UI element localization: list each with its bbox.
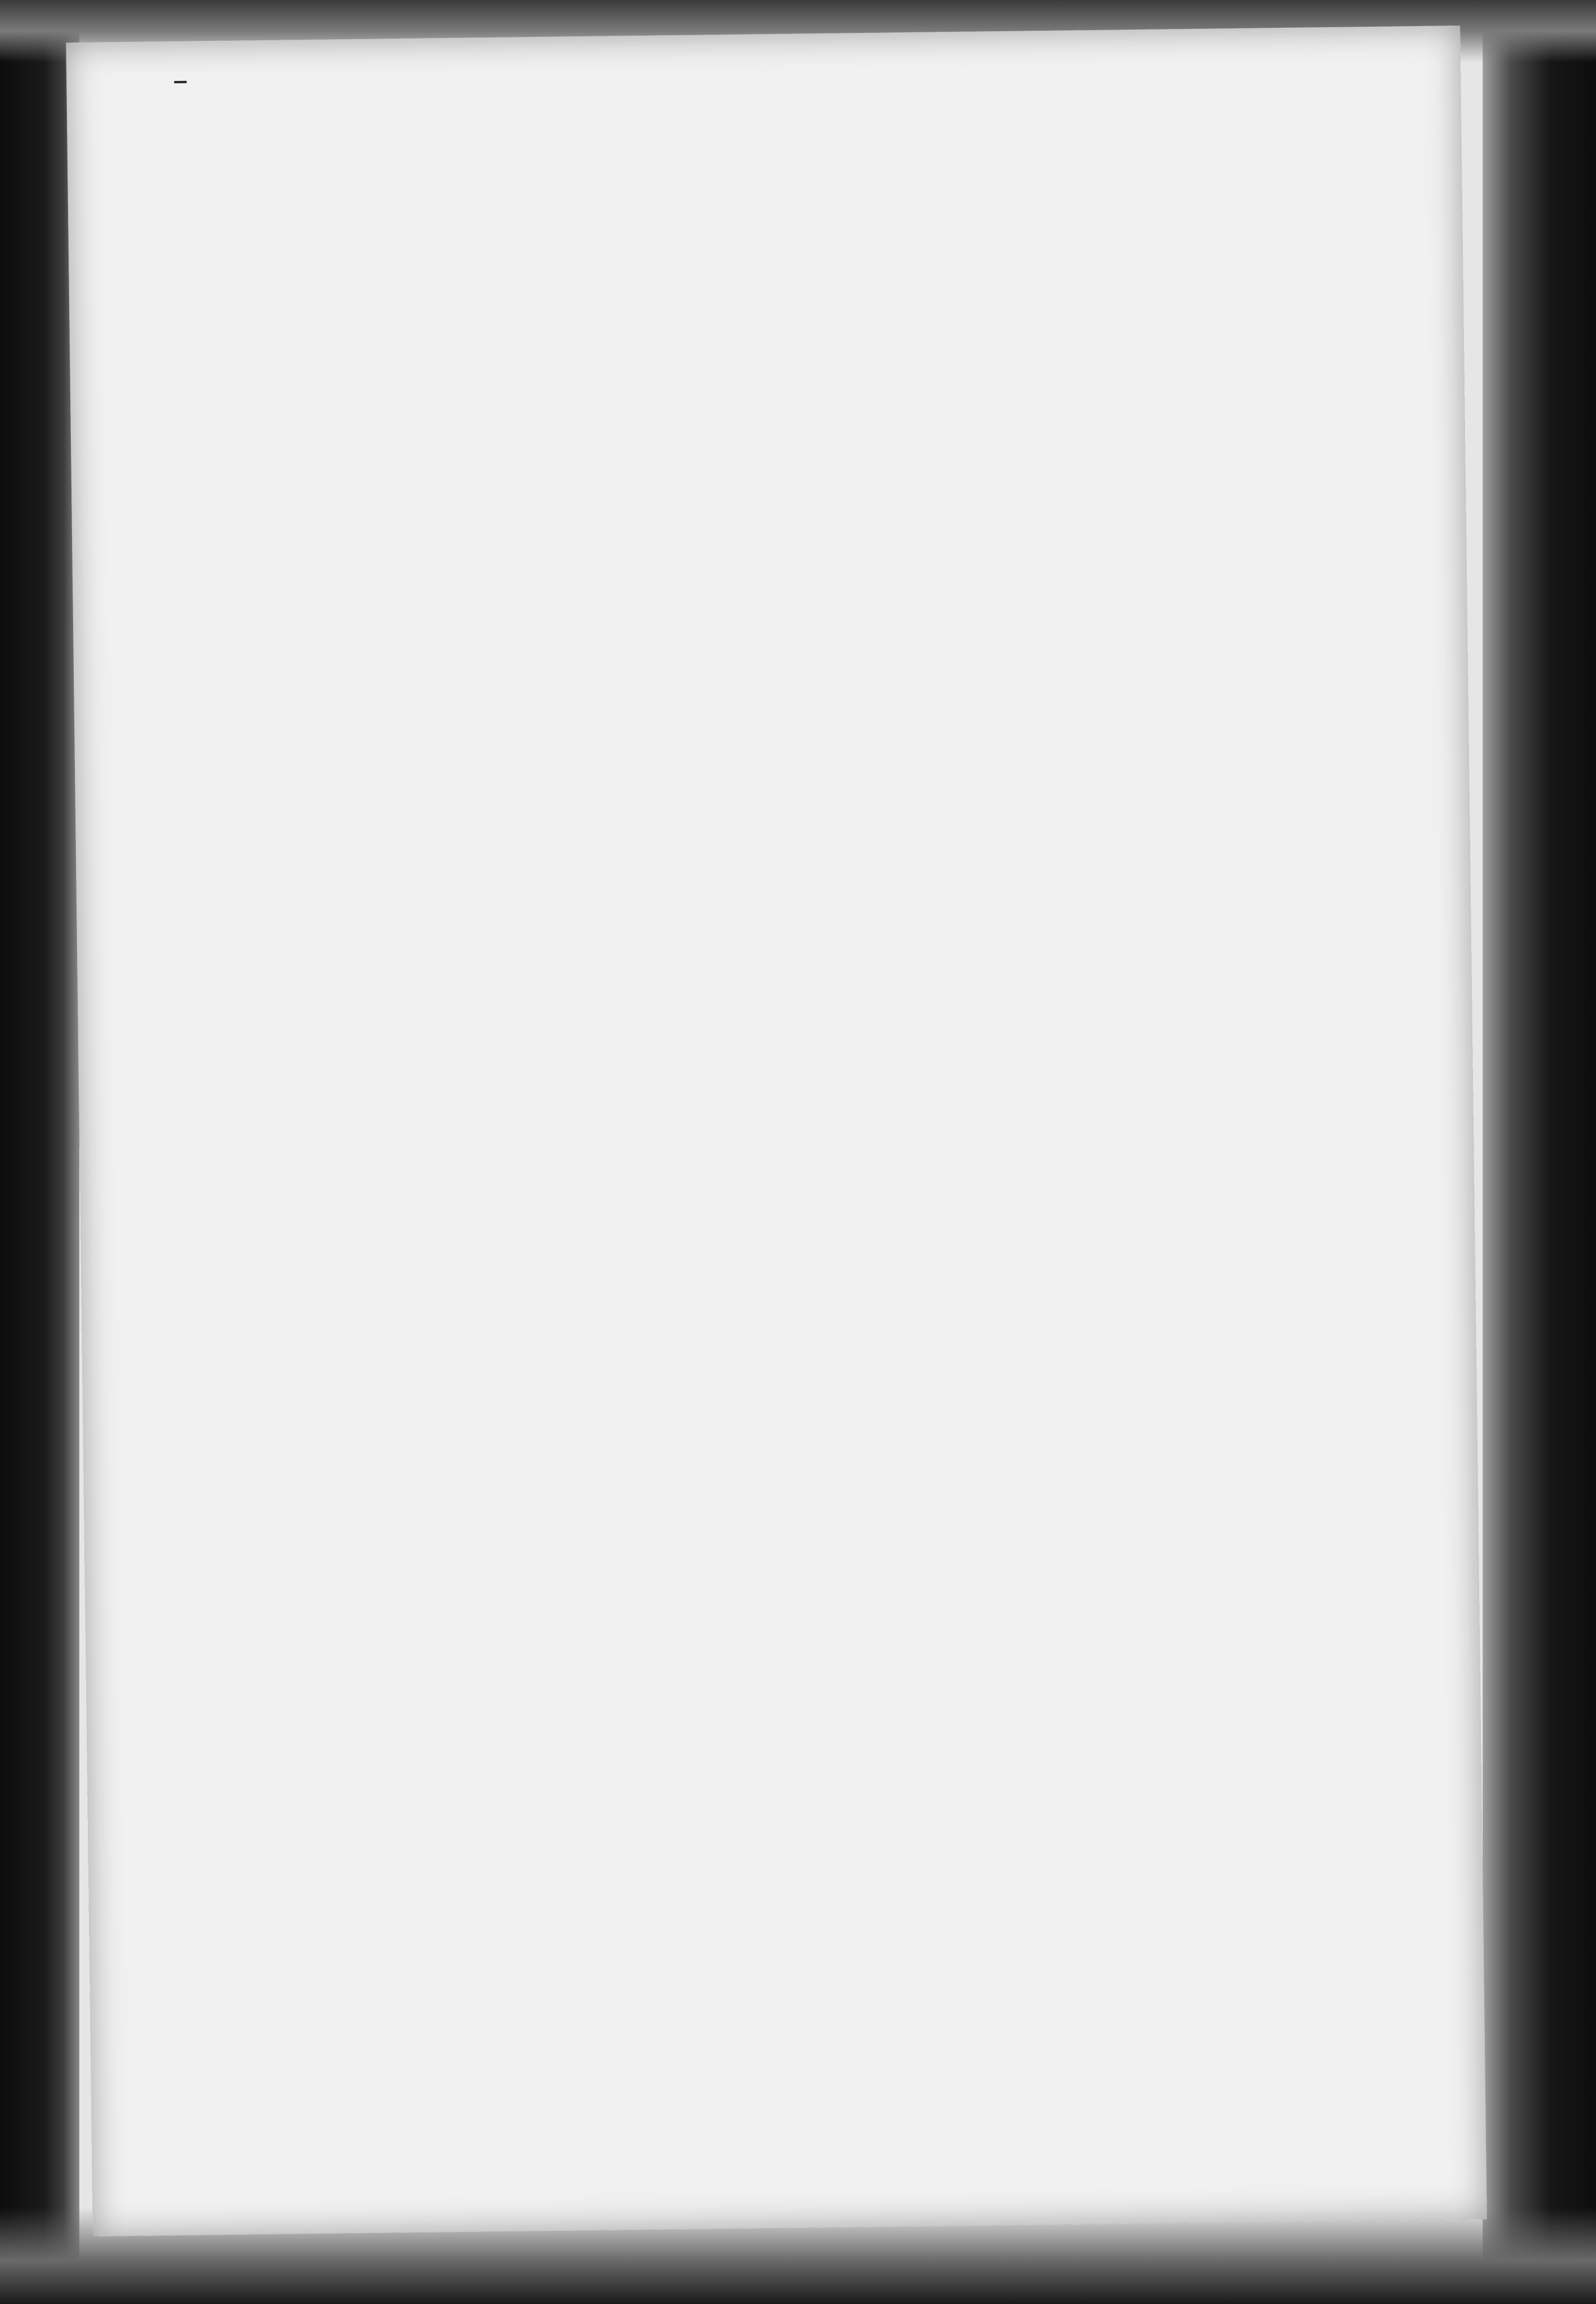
scan-edge-right [1483,0,1596,2304]
scan-edge-left [0,0,79,2304]
index-page [66,26,1487,2237]
stray-mark [174,81,186,83]
